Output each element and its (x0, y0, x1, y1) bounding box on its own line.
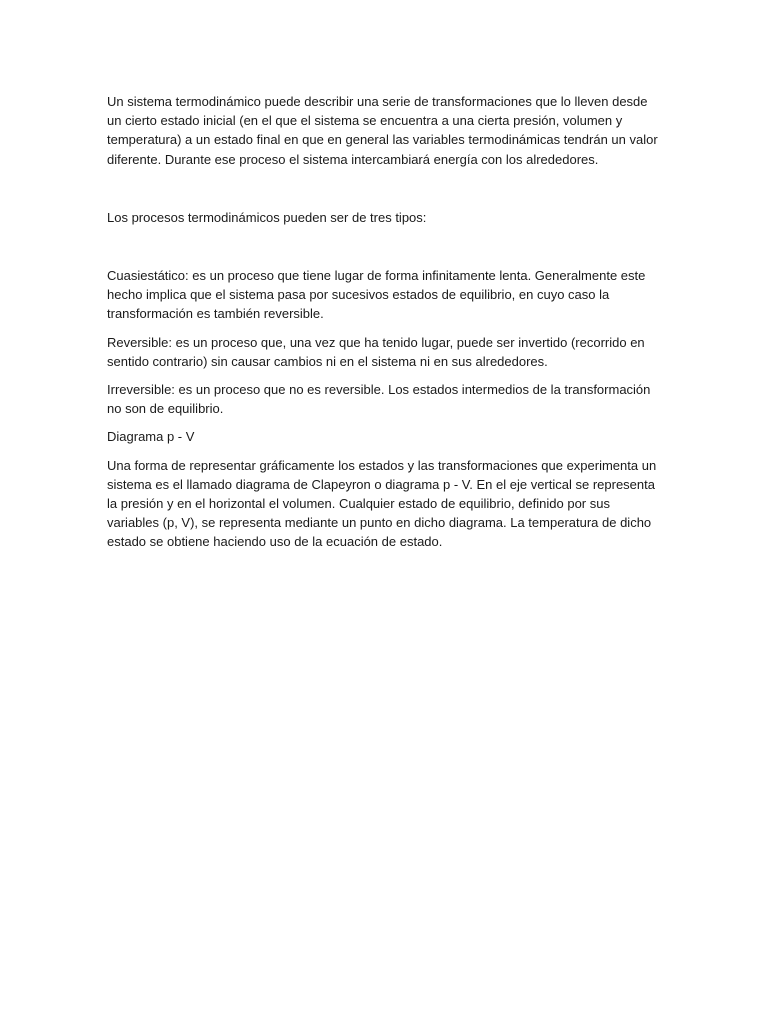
paragraph-cuasiestatico: Cuasiestático: es un proceso que tiene lugar de forma infinitamente lenta. Generalmente este hecho implica que el sistema pasa por sucesivos estados de equilibrio, en cuyo caso la transformación es también reversible. (107, 268, 646, 322)
paragraph-intro: Un sistema termodinámico puede describir una serie de transformaciones que lo lleven desde un cierto estado inicial (en el que el sistema se encuentra a una cierta presión, volumen y temperatura) a un estado final en que en general las variables termodinámicas tendrán un valor diferente. Durante ese proceso el sistema intercambiará energía con los alrededores. (107, 94, 658, 167)
paragraph-diagram-heading: Diagrama p - V (107, 429, 195, 445)
paragraph-types-heading: Los procesos termodinámicos pueden ser de tres tipos: (107, 209, 427, 225)
paragraph-reversible: Reversible: es un proceso que, una vez que ha tenido lugar, puede ser invertido (recorrido en sentido contrario) sin causar cambios ni en el sistema ni en sus alrededores. (107, 334, 645, 369)
document-body (107, 92, 665, 552)
paragraph-irreversible: Irreversible: es un proceso que no es reversible. Los estados intermedios de la transformación no son de equilibrio. (107, 382, 651, 417)
paragraph-diagram-text: Una forma de representar gráficamente los estados y las transformaciones que experimenta un sistema es el llamado diagrama de Clapeyron o diagrama p - V. En el eje vertical se representa la presión y en el horizontal el volumen. Cualquier estado de equilibrio, definido por sus variables (p, V), se representa mediante un punto en dicho diagrama. La temperatura de dicho estado se obtiene haciendo uso de la ecuación de estado. (107, 457, 657, 550)
